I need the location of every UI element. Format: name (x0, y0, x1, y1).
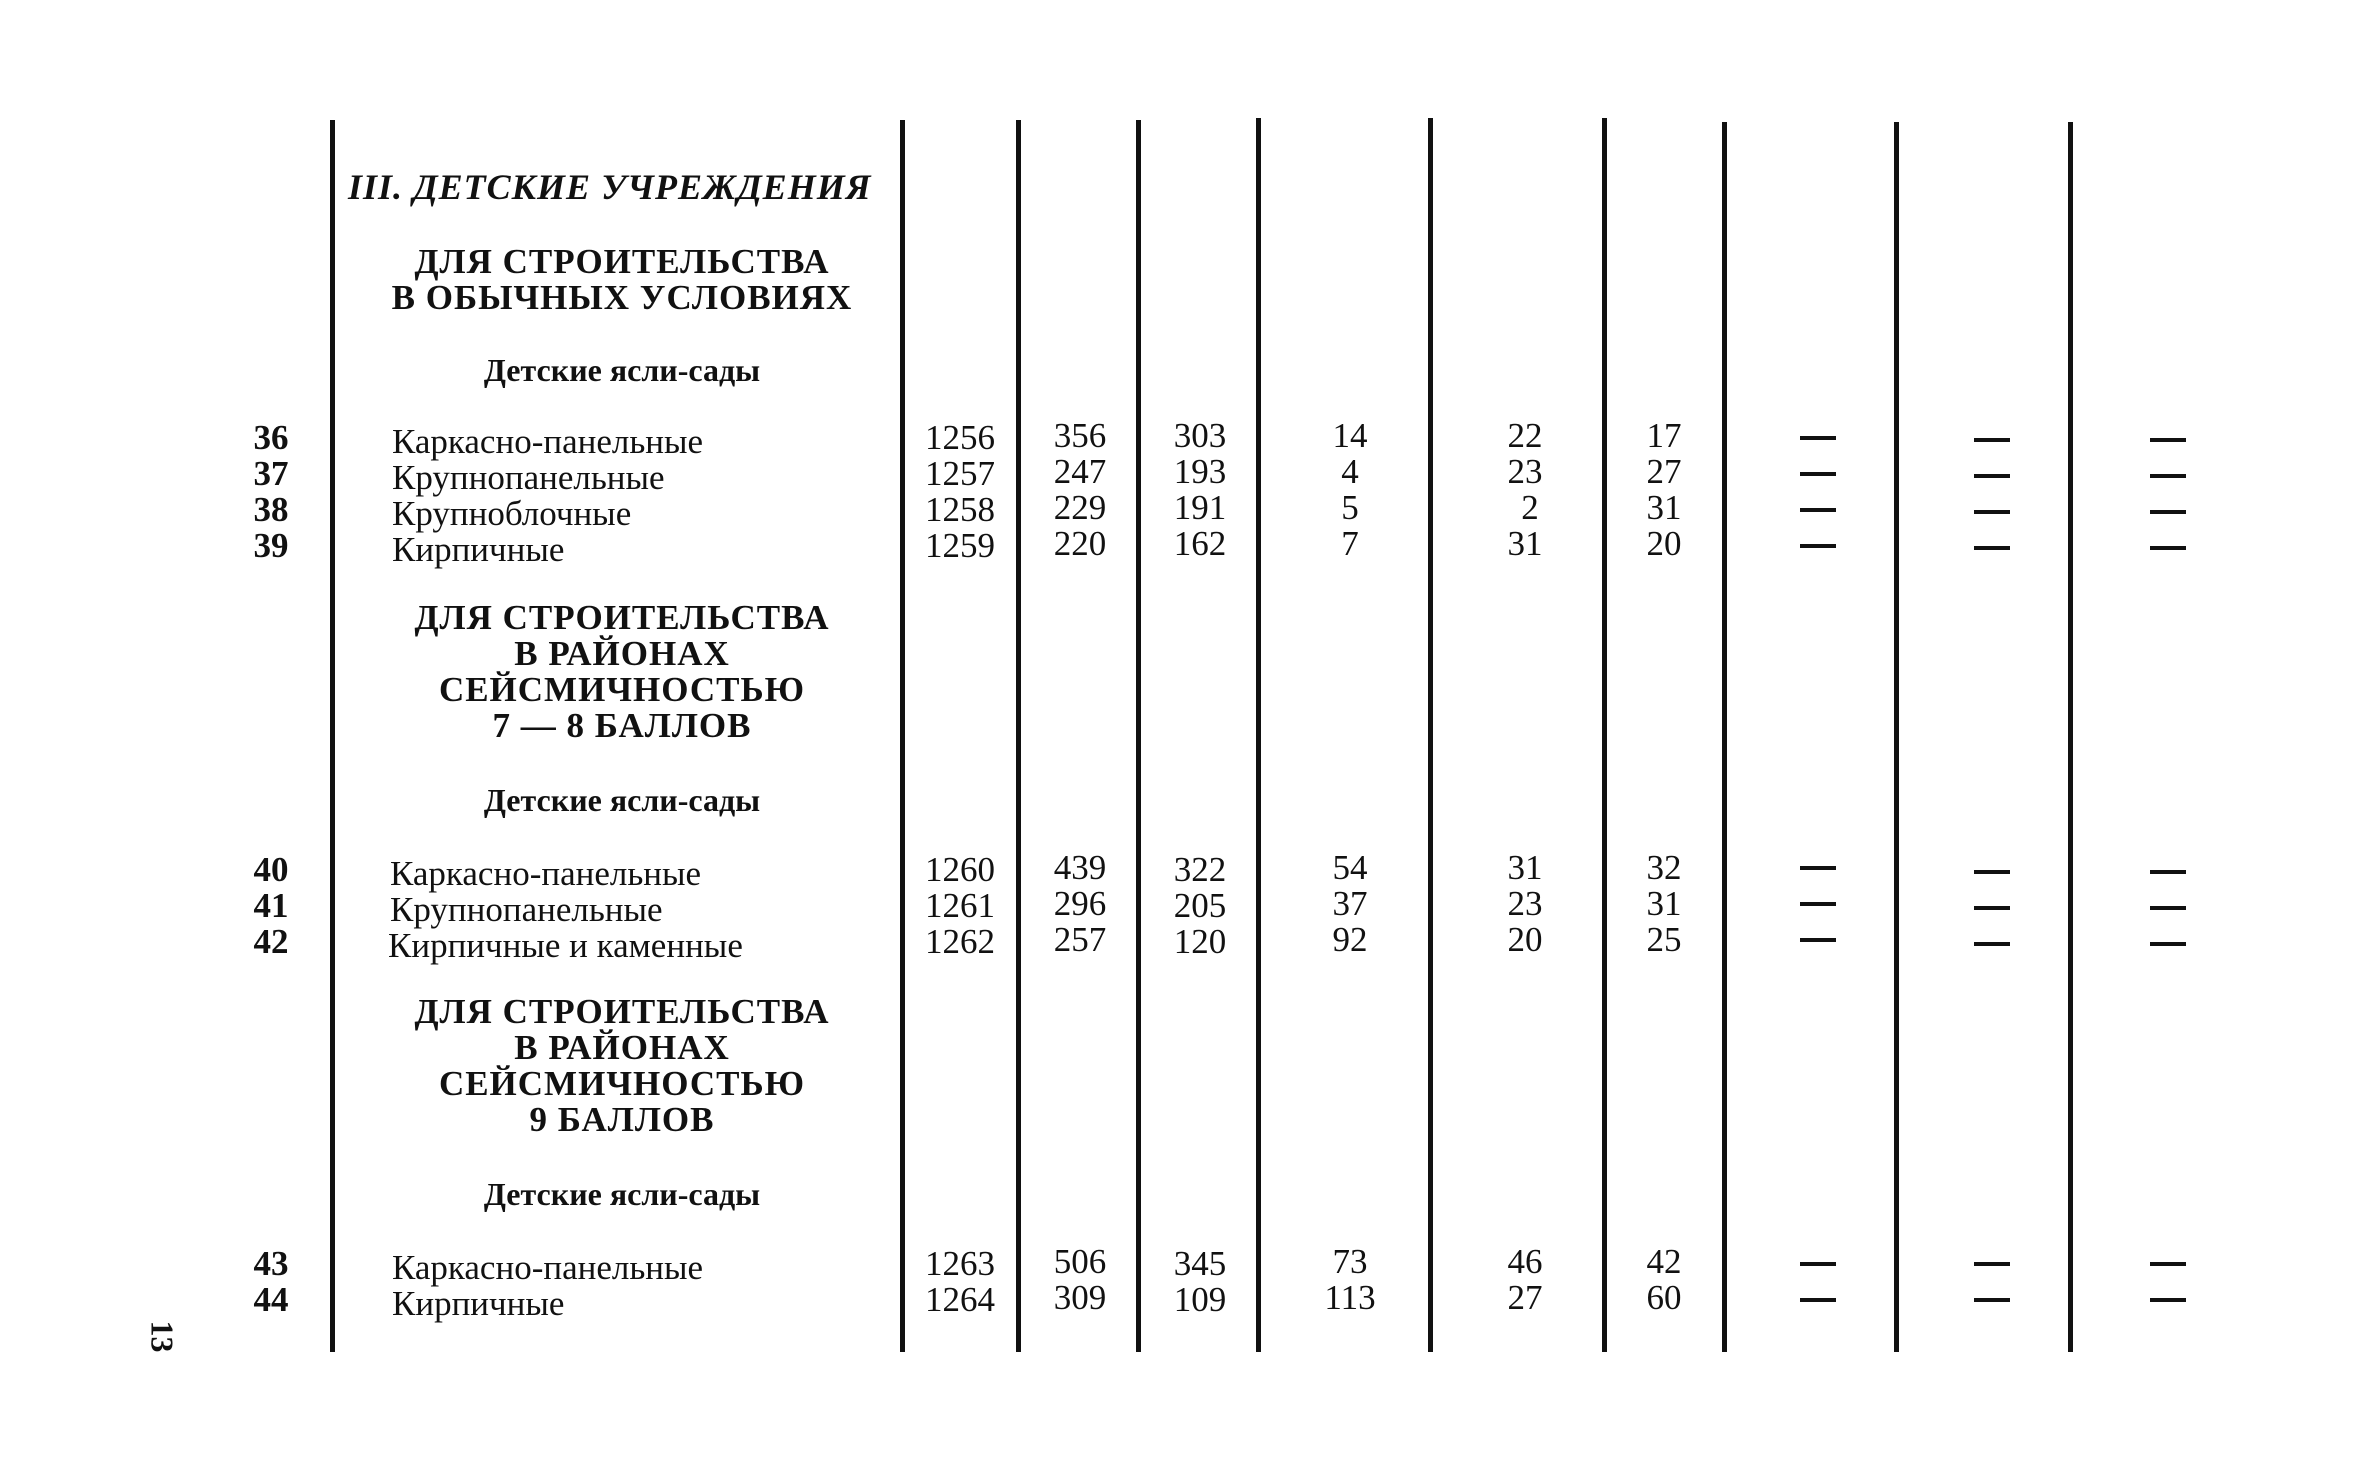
cell-value: 191 (1173, 488, 1227, 527)
section-heading: ДЛЯ СТРОИТЕЛЬСТВА (414, 992, 830, 1031)
cell-value: 73 (1332, 1242, 1368, 1281)
cell-value: 109 (1173, 1280, 1227, 1319)
row-number: 43 (253, 1244, 289, 1283)
row-name: Кирпичные и каменные (388, 926, 743, 965)
dash-cell (2150, 906, 2186, 910)
cell-value: 162 (1173, 524, 1227, 563)
section-subheading: Детские ясли-сады (483, 352, 761, 388)
row-number: 38 (253, 490, 289, 529)
column-rule (1136, 120, 1141, 1352)
cell-value: 193 (1173, 452, 1227, 491)
dash-cell (2150, 942, 2186, 946)
dash-cell (1974, 906, 2010, 910)
cell-value: 27 (1646, 452, 1682, 491)
dash-cell (1800, 1298, 1836, 1302)
cell-value: 92 (1332, 920, 1368, 959)
dash-cell (2150, 1298, 2186, 1302)
cell-value: 439 (1053, 848, 1107, 887)
cell-value: 42 (1646, 1242, 1682, 1281)
row-name: Кирпичные (392, 530, 565, 569)
column-rule (900, 120, 905, 1352)
section-heading: СЕЙСМИЧНОСТЬЮ (438, 670, 806, 709)
dash-cell (1800, 436, 1836, 440)
section-heading: 7 — 8 БАЛЛОВ (492, 706, 752, 745)
column-rule (1428, 118, 1433, 1352)
cell-value: 120 (1173, 922, 1227, 961)
column-rule (1016, 120, 1021, 1352)
dash-cell (1974, 546, 2010, 550)
cell-value: 54 (1332, 848, 1368, 887)
row-name: Крупнопанельные (392, 458, 665, 497)
page-number: 13 (144, 1320, 181, 1353)
dash-cell (1800, 508, 1836, 512)
cell-code: 1261 (925, 886, 995, 925)
cell-value: 247 (1053, 452, 1107, 491)
cell-code: 1264 (925, 1280, 995, 1319)
row-name: Каркасно-панельные (392, 1248, 704, 1287)
cell-value: 32 (1646, 848, 1682, 887)
section-subheading: Детские ясли-сады (483, 1176, 761, 1212)
row-number: 39 (253, 526, 289, 565)
dash-cell (2150, 546, 2186, 550)
column-rule (2068, 122, 2073, 1352)
dash-cell (2150, 510, 2186, 514)
cell-value: 17 (1646, 416, 1682, 455)
dash-cell (1974, 474, 2010, 478)
dash-cell (1974, 1298, 2010, 1302)
cell-value: 309 (1053, 1278, 1107, 1317)
cell-code: 1259 (925, 526, 995, 565)
row-number: 40 (253, 850, 289, 889)
cell-value: 31 (1646, 884, 1682, 923)
dash-cell (1974, 942, 2010, 946)
dash-cell (1974, 870, 2010, 874)
cell-value: 113 (1324, 1278, 1376, 1317)
row-name: Крупноблочные (392, 494, 632, 533)
column-rule (1722, 122, 1727, 1352)
section-heading: 9 БАЛЛОВ (529, 1100, 715, 1139)
section-heading: ДЛЯ СТРОИТЕЛЬСТВА (414, 242, 830, 281)
dash-cell (1974, 1262, 2010, 1266)
cell-value: 257 (1053, 920, 1107, 959)
cell-value: 14 (1332, 416, 1368, 455)
row-name: Каркасно-панельные (390, 854, 702, 893)
cell-code: 1263 (925, 1244, 995, 1283)
column-rule (330, 120, 335, 1352)
dash-cell (2150, 870, 2186, 874)
column-rule (1894, 122, 1899, 1352)
cell-value: 31 (1646, 488, 1682, 527)
cell-value: 220 (1053, 524, 1107, 563)
cell-value: 303 (1173, 416, 1227, 455)
section-heading: В РАЙОНАХ (514, 634, 730, 673)
cell-value: 7 (1341, 524, 1359, 563)
dash-cell (1800, 544, 1836, 548)
cell-value: 506 (1053, 1242, 1107, 1281)
cell-value: 46 (1507, 1242, 1543, 1281)
dash-cell (1974, 510, 2010, 514)
column-rule (1602, 118, 1607, 1352)
cell-value: 60 (1646, 1278, 1682, 1317)
cell-value: 2 (1521, 488, 1539, 527)
section-heading: В РАЙОНАХ (514, 1028, 730, 1067)
cell-code: 1258 (925, 490, 995, 529)
cell-value: 37 (1332, 884, 1368, 923)
row-number: 44 (253, 1280, 289, 1319)
page-title: III. ДЕТСКИЕ УЧРЕЖДЕНИЯ (348, 167, 872, 207)
section-subheading: Детские ясли-сады (483, 782, 761, 818)
cell-value: 27 (1507, 1278, 1543, 1317)
cell-value: 31 (1507, 524, 1543, 563)
dash-cell (2150, 438, 2186, 442)
section-heading: ДЛЯ СТРОИТЕЛЬСТВА (414, 598, 830, 637)
row-number: 36 (253, 418, 289, 457)
cell-value: 25 (1646, 920, 1682, 959)
row-name: Крупнопанельные (390, 890, 663, 929)
dash-cell (1974, 438, 2010, 442)
section-heading: В ОБЫЧНЫХ УСЛОВИЯХ (391, 278, 853, 317)
cell-code: 1257 (925, 454, 995, 493)
dash-cell (1800, 938, 1836, 942)
cell-code: 1256 (925, 418, 995, 457)
dash-cell (1800, 472, 1836, 476)
cell-code: 1260 (925, 850, 995, 889)
dash-cell (1800, 866, 1836, 870)
cell-value: 23 (1507, 884, 1543, 923)
cell-value: 322 (1173, 850, 1227, 889)
cell-code: 1262 (925, 922, 995, 961)
dash-cell (2150, 474, 2186, 478)
row-number: 37 (253, 454, 289, 493)
cell-value: 356 (1053, 416, 1107, 455)
cell-value: 4 (1341, 452, 1359, 491)
row-name: Каркасно-панельные (392, 422, 704, 461)
row-number: 42 (253, 922, 289, 961)
cell-value: 22 (1507, 416, 1543, 455)
section-heading: СЕЙСМИЧНОСТЬЮ (438, 1064, 806, 1103)
cell-value: 229 (1053, 488, 1107, 527)
dash-cell (2150, 1262, 2186, 1266)
cell-value: 20 (1646, 524, 1682, 563)
dash-cell (1800, 1262, 1836, 1266)
cell-value: 345 (1173, 1244, 1227, 1283)
cell-value: 31 (1507, 848, 1543, 887)
cell-value: 296 (1053, 884, 1107, 923)
row-name: Кирпичные (392, 1284, 565, 1323)
cell-value: 23 (1507, 452, 1543, 491)
cell-value: 5 (1341, 488, 1359, 527)
cell-value: 205 (1173, 886, 1227, 925)
row-number: 41 (253, 886, 289, 925)
column-rule (1256, 118, 1261, 1352)
dash-cell (1800, 902, 1836, 906)
cell-value: 20 (1507, 920, 1543, 959)
